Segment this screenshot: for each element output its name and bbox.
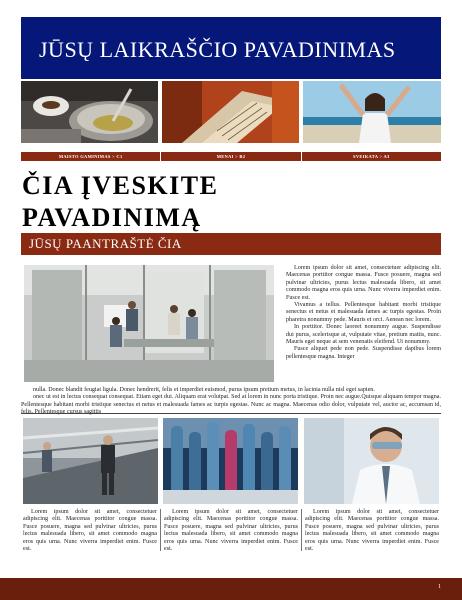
headline-line-1: ČIA ĮVESKITE — [22, 171, 219, 200]
headline-line-2: PAVADINIMĄ — [22, 203, 202, 232]
column-1 — [23, 509, 157, 553]
column-2 — [164, 509, 298, 553]
column-divider — [160, 509, 161, 551]
section-bar — [21, 152, 441, 161]
section-link-health[interactable]: SVEIKATA > A3 — [353, 154, 390, 159]
section-link-arts[interactable]: MENAI > B2 — [161, 152, 301, 161]
article-paragraph: Fusce aliquet pede non pede. Suspendisse dapibus lorem pellentesque magna. Integer — [286, 346, 441, 360]
office-meeting-photo — [24, 265, 274, 382]
footer-bar — [0, 578, 462, 600]
column-paragraph: Lorem ipsum dolor sit amet, consectetuer adipiscing elit. Maecenas porttitor congue massa. Fusce posuere, magna sed pulvinar ultricies, purus lectus malesuada libero, sit amet commodo magna eros quis urna. Nunc viverra imperdiet enim. Fusce est. — [305, 509, 439, 553]
arts-photo — [162, 81, 299, 143]
scientist-photo — [304, 418, 439, 504]
section-link-cooking[interactable]: MAISTO GAMINIMAS > C1 — [21, 152, 161, 161]
newspaper-title: JŪSŲ LAIKRAŠČIO PAVADINIMAS — [39, 37, 396, 62]
masthead — [21, 17, 441, 79]
article-paragraph: onec ut est in lectus consequat consequat. Etiam eget dui. Aliquam erat volutpat. Sed at lorem in nunc porta tristique. Proin nec augue.Quisque aliquam tempor magna. Pellentesque habitant morbi tristique senectus et netus et malesuada fames ac turpis egestas. Nunc ac magna. Maecenas odio dolor, vulputate vel, auctor ac, accumsan id, — [21, 394, 441, 408]
page-number: 1 — [438, 584, 441, 590]
column-divider — [301, 509, 302, 551]
article-paragraph: nulla. Donec blandit feugiat ligula. Donec hendrerit, felis et imperdiet euismod, purus ipsum pretium metus, in lacinia nulla nisl eget sapien. — [33, 387, 375, 393]
article-paragraph: Vivamus a tellus. Pellentesque habitant morbi tristique senectus et netus et malesuada fames ac turpis egestas. Proin pharetra nonummy pede. Mauris et orci. Aenean nec lorem. — [286, 302, 441, 323]
divider — [21, 413, 441, 414]
column-paragraph: Lorem ipsum dolor sit amet, consectetuer adipiscing elit. Maecenas porttitor congue massa. Fusce posuere, magna sed pulvinar ultricies, purus lectus malesuada libero, sit amet commodo magna eros quis urna. Nunc viverra imperdiet enim. Fusce est. — [23, 509, 157, 553]
cooking-photo — [21, 81, 158, 143]
article-paragraph: Lorem ipsum dolor sit amet, consectetuer adipiscing elit. Maecenas porttitor congue massa. Fusce posuere, magna sed pulvinar ultricies, purus lectus malesuada libero, sit amet commodo magna eros quis urna. Nunc viverra imperdiet enim. Fusce est. — [286, 265, 441, 301]
headline — [22, 170, 442, 234]
article-paragraph: In porttitor. Donec laoreet nonummy augue. Suspendisse dui purus, scelerisque at, vulputate vitae, pretium mattis, nunc. Mauris eget neque at sem venenatis eleifend. Ut nonummy. — [286, 324, 441, 346]
article-right-column — [286, 265, 441, 361]
businessman-photo — [23, 418, 158, 504]
column-paragraph: Lorem ipsum dolor sit amet, consectetuer adipiscing elit. Maecenas porttitor congue massa. Fusce posuere, magna sed pulvinar ultricies, purus lectus malesuada libero, sit amet commodo magna eros quis urna. Nunc viverra imperdiet enim. Fusce est. — [164, 509, 298, 553]
subheadline: JŪSŲ PAANTRAŠTĖ ČIA — [29, 236, 182, 251]
health-photo — [303, 81, 441, 143]
lab-tubes-photo — [163, 418, 298, 504]
column-3 — [305, 509, 439, 553]
subheadline-bar — [21, 233, 441, 255]
